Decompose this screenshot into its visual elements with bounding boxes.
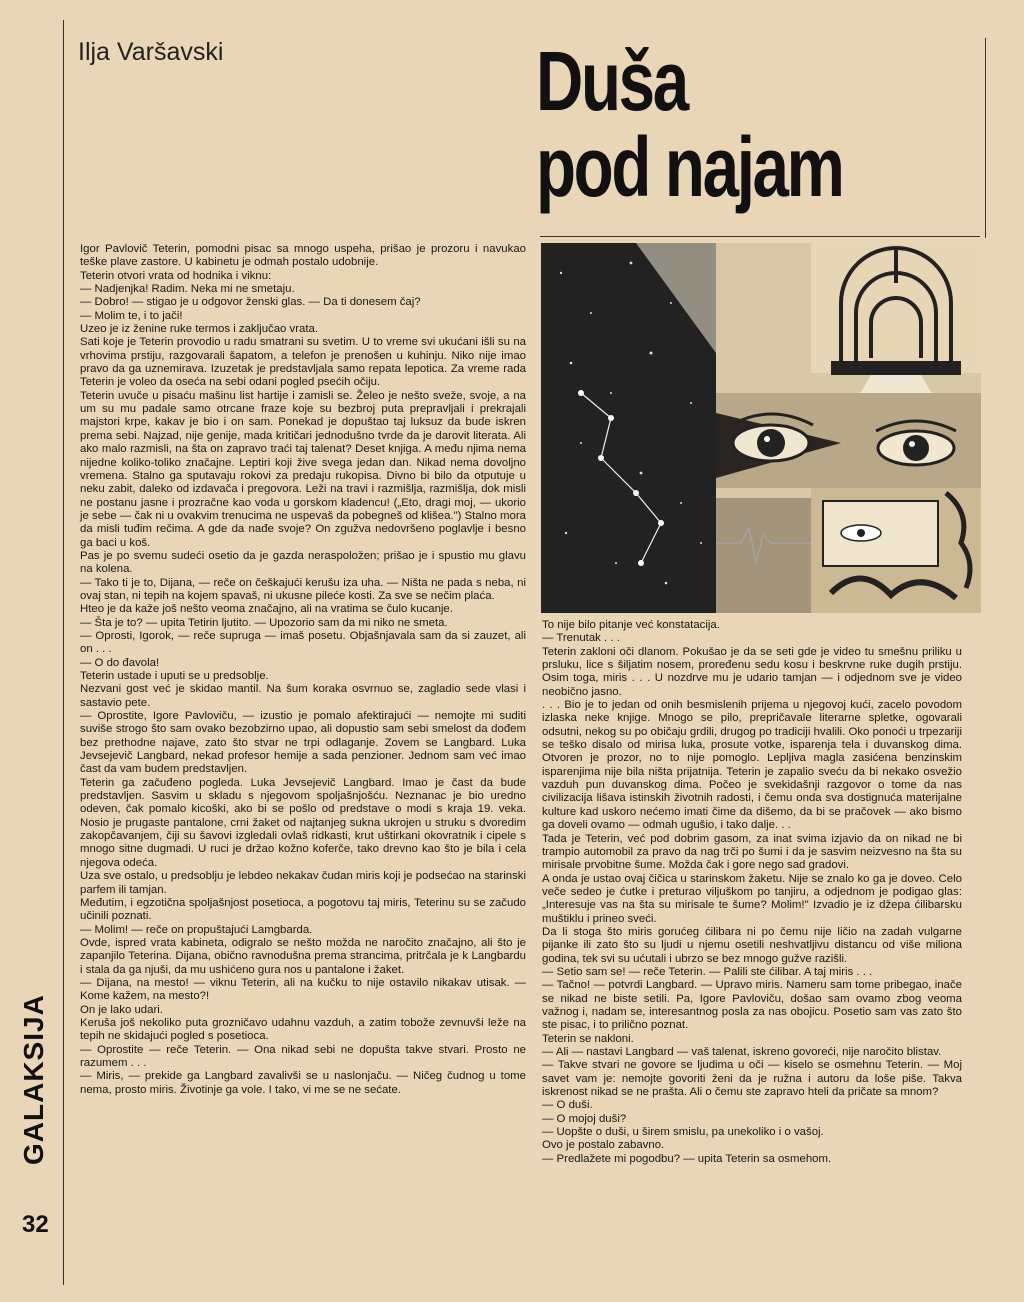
paragraph: Teterin ga začuđeno pogleda. Luka Jevsejevič Langbard. Imao je čast da bude predstavljen. Sasvim u skladu s njegovom spoljašnjošću. Neznanac je bio uredno odeven, čak pomalo kicoški, ako bi se pošlo od predstave o modi s kraja 19. veka. Nosio je prugaste pantalone, crni žaket od najtanjeg sukna ukrojen u struku s dvoredim zakopčavanjem, čiji su šavovi izgledali ovlaš ridkasti, krut uštirkani okovratnik i cipele s mnogo sitne dugmadi. U ruci je držao kožno koferče, tako drevno kao što je bila i cela njegova odeća.	[80, 776, 526, 869]
paragraph: Teterin ustade i uputi se u predsoblje.	[80, 670, 269, 682]
left-rule	[63, 20, 64, 1285]
paragraph: — Ali — nastavi Langbard — vaš talenat, iskreno govoreći, nije naročito blistav.	[542, 1046, 942, 1058]
paragraph: Teterin se nakloni.	[542, 1032, 634, 1045]
paragraph: — Setio sam se! — reče Teterin. — Palili ste ćilibar. A taj miris . . .	[542, 965, 873, 978]
paragraph: Teterin otvori vrata od hodnika i viknu:	[80, 269, 272, 282]
paragraph: — Oprosti, Igorok, — reče supruga — imaš posetu. Objašnjavala sam da si zauzet, ali on . . .	[80, 629, 526, 656]
paragraph: — Dobro! — stigao je u odgovor ženski glas. — Da ti donesem čaj?	[80, 296, 421, 309]
paragraph: — Takve stvari ne govore se ljudima u oči — kiselo se osmehnu Teterin. — Moj savet vam je: nemojte govoriti ženi da je ružna i autoru da loše piše. Takva iskrenost nikad se ne prašta. Ali o čemu ste zapravo hteli da pričate sa mnom?	[542, 1059, 962, 1099]
illustration-svg	[541, 243, 981, 613]
paragraph: Igor Pavlovič Teterin, pomodni pisac sa mnogo uspeha, prišao je prozoru i navukao teške plave zastore. U kabinetu je odmah postalo udobnije.	[80, 243, 526, 269]
paragraph: Tada je Teterin, već pod dobrim gasom, za inat svima izjavio da on nikad ne bi trampio automobil za pravo da nag trči po šumi i da je sasvim neizvesno na šta su mirisale prvobitne šume. Možda čak i gore nego sad gradovi.	[542, 832, 962, 872]
paragraph: — Predlažete mi pogodbu? — upita Teterin sa osmehom.	[542, 1152, 832, 1165]
paragraph: Ovde, ispred vrata kabineta, odigralo se nešto možda ne naročito značajno, ali što je zapanjilo Teterina. Dijana, obično ravnodušna prema strancima, pritrčala je k Langbardu i stala da ga njuši, da mu ushićeno gura nos u pantalone i žaket.	[80, 936, 526, 976]
paragraph: — Nadjenjka! Radim. Neka mi ne smetaju.	[80, 283, 295, 296]
author-name: Ilja Varšavski	[78, 38, 224, 66]
paragraph: Teterin uvuče u pisaću mašinu list hartije i zamisli se. Želeo je nešto sveže, svoje, a na um su mu padale samo otrcane fraze koje su bezbroj puta prepravljali i prekrajali majstori krpe, kakav je bio i on sam. Ponekad je dopuštao taj luksuz da bude iskren prema sebi. Najzad, nije genije, mada kritičari jednodušno tvrde da je darovit literata. Ali ako malo razmisli, na šta on zapravo traći taj talenat? Deset knjiga. A među njima nema nijedne koliko-toliko značajne. Leptiri koji žive svega jedan dan. Nikad nema dovoljno vremena. Stalno ga sputavaju rokovi za predaju rukopisa. Divno bi bilo da otputuje u neku zabit, daleko od izdavača i pregovora. Leži na travi i razmišlja, razmišlja, dok misli ne postanu jasne i prozračne kao voda u gorskom kladencu! („Eto, dragi moj, — ukorio je sebe — čak ni u ovakvim trenucima ne uspevaš da pobegneš od klišea.") Stalno mora da misli tuđim rečima. A gde da nađe svoje? On zgužva nedovršeno poglavlje i besno ga baci u koš.	[80, 389, 526, 549]
paragraph: To nije bilo pitanje već konstatacija.	[542, 619, 720, 631]
title-line-2: pod najam	[536, 120, 843, 214]
paragraph: — Molim! — reče on propuštajući Lamgbarda.	[80, 923, 313, 936]
paragraph: Ovo je postalo zabavno.	[542, 1139, 665, 1152]
left-text-column	[80, 243, 526, 1097]
paragraph: On je lako udari.	[80, 1003, 163, 1016]
paragraph: — Tako ti je to, Dijana, — reče on češkajući kerušu iza uha. — Ništa ne pada s neba, ni ovaj stan, ni tepih na kojem spavaš, ni ukusne pileće kosti. Za sve se nečim plaća.	[80, 576, 526, 602]
paragraph: Sati koje je Teterin provodio u radu smatrani su svetim. U to vreme svi ukućani išli su na vrhovima prstiju, razgovarali šapatom, a telefon je prenošen u kuhinju. Niko nije imao pravo da ga uznemirava. Izuzetak je predstavljala samo repata lepotica. Za vreme rada Teterin je voleo da oseća na sebi odani pogled psećih očiju.	[80, 336, 526, 389]
title-underline-rule	[540, 236, 980, 237]
paragraph: — Uopšte o duši, u širem smislu, pa unekoliko i o vašoj.	[542, 1126, 824, 1139]
title-line-1: Duša	[536, 34, 687, 128]
paragraph: — Dijana, na mesto! — viknu Teterin, ali na kučku to nije ostavilo nikakav utisak. — Kome kažem, na mesto?!	[80, 976, 526, 1003]
page-number: 32	[22, 1211, 49, 1238]
right-rule	[985, 38, 986, 238]
magazine-sidebar-label: GALAKSIJA	[18, 994, 49, 1165]
right-text-column	[542, 619, 962, 1166]
paragraph: Nezvani gost već je skidao mantil. Na šum koraka osvrnuo se, zagladio sede vlasi i sastavio pete.	[80, 683, 526, 709]
paragraph: — Trenutak . . .	[542, 632, 620, 645]
paragraph: Teterin zakloni oči dlanom. Pokušao je da se seti gde je video tu smešnu priliku u prsluku, lice s šiljatim nosem, proređenu sedu kosu i beskrvne ruke dugih prstiju. Osim toga, miris . . . U nozdrve mu je udario tamjan — i odjednom sve je video neobično jasno.	[542, 645, 962, 698]
paragraph: Međutim, i egzotična spoljašnjost posetioca, a pogotovu taj miris, Teterinu su se začudo učinili poznati.	[80, 896, 526, 923]
paragraph: Pas je po svemu sudeći osetio da je gazda neraspoložen; prišao je i spustio mu glavu na kolena.	[80, 549, 526, 576]
paragraph: A onda je ustao ovaj čičica u starinskom žaketu. Nije se znalo ko ga je doveo. Celo veče sedeo je ćutke i preturao viljuškom po tanjiru, a odjednom je podigao glas: „Interesuje vas na šta su mirisale te šume? Molim!" Izvadio je iz džepa ćilibarsku muštiklu i prineo sveći.	[542, 872, 962, 925]
paragraph: — Tačno! — potvrdi Langbard. — Upravo miris. Nameru sam tome pribegao, inače se nikad ne biste setili. Pa, Igore Pavloviču, došao sam ovamo zbog veoma važnog i, nadam se, interesantnog posla za nas obojicu. Posetio sam vas zato što ste pisac, i to prilično poznat.	[542, 979, 962, 1032]
article-title	[536, 34, 879, 214]
paragraph: — Miris, — prekide ga Langbard zavalivši se u naslonjaču. — Ničeg čudnog u tome nema, prosto miris. Životinje ga vole. I tako, vi me se ne sećate.	[80, 1070, 526, 1096]
paragraph: Uzeo je iz ženine ruke termos i zaključao vrata.	[80, 323, 319, 336]
eyes-and-machine-illustration	[541, 243, 981, 613]
paragraph: — Oprostite — reče Teterin. — Ona nikad sebi ne dopušta takve stvari. Prosto ne razumem . . .	[80, 1043, 526, 1069]
paragraph: — Oprostite, Igore Pavloviču, — izustio je pomalo afektirajući — nemojte mi suditi suviše strogo što sam ovako bezobzirno upao, ali dopustio sam sebi smelost da dođem bez prethodne najave, zato što stvar ne trpi odlaganje. Zovem se Langbard. Luka Jevsejevič Langbard, nekad profesor hemije a sada penzioner. Jednom sam već imao čast da vam budem predstavljen.	[80, 710, 526, 776]
paragraph: — Šta je to? — upita Tetirin ljutito. — Upozorio sam da mi niko ne smeta.	[80, 616, 448, 629]
paragraph: Da li stoga što miris gorućeg ćilibara ni po čemu nije ličio na zadah vulgarne pijanke ili zato što su ljudi u njemu osetili neshvatljivu distancu od više miliona godina, tek svi su ućutali i ubrzo se bez mnogo gužve razišli.	[542, 925, 962, 965]
paragraph: — O duši.	[542, 1099, 593, 1112]
paragraph: — O mojoj duši?	[542, 1112, 627, 1125]
paragraph: — O do đavola!	[80, 656, 160, 669]
paragraph: — Molim te, i to jači!	[80, 309, 183, 322]
paragraph: . . . Bio je to jedan od onih besmislenih prijema u njegovoj kući, zacelo povodom izlaska neke knjige. Mnogo se pilo, prepričavale literarne spletke, ogovarali odsutni, nekog su po običaju grdili, drugog po tradiciji hvalili. Oko ponoći u trpezariji se teško disalo od mirisa luka, prosute votke, isparenja tela i duvanskog dima. Otvoren je prozor, no to nije pomoglo. Lepljiva magla zasićena benzinskim isparenjima nije bila ništa prijatnija. Teterin je zapalio sveću da bi nekako osvežio vazduh pun duvanskog dima. Počeo je svekidašnji razgovor o tome da nas civilizacija lišava istinskih životnih radosti, i čemu onda sva dostignuća materijalne kulture kad uskoro nećemo imati čime da dišemo, da bi se pračovek — ako bismo ga doveli ovamo — odmah ugušio, i tako dalje. . .	[542, 699, 962, 832]
paragraph: Keruša još nekoliko puta grozničavo udahnu vazduh, a zatim tobože zevnuvši leže na tepih ne skidajući pogled s posetioca.	[80, 1016, 526, 1043]
paragraph: Uza sve ostalo, u predsoblju je lebdeo nekakav čudan miris koji je podsećao na starinski parfem ili tamjan.	[80, 870, 526, 896]
paragraph: Hteo je da kaže još nešto veoma značajno, ali na vratima se čulo kucanje.	[80, 603, 453, 616]
